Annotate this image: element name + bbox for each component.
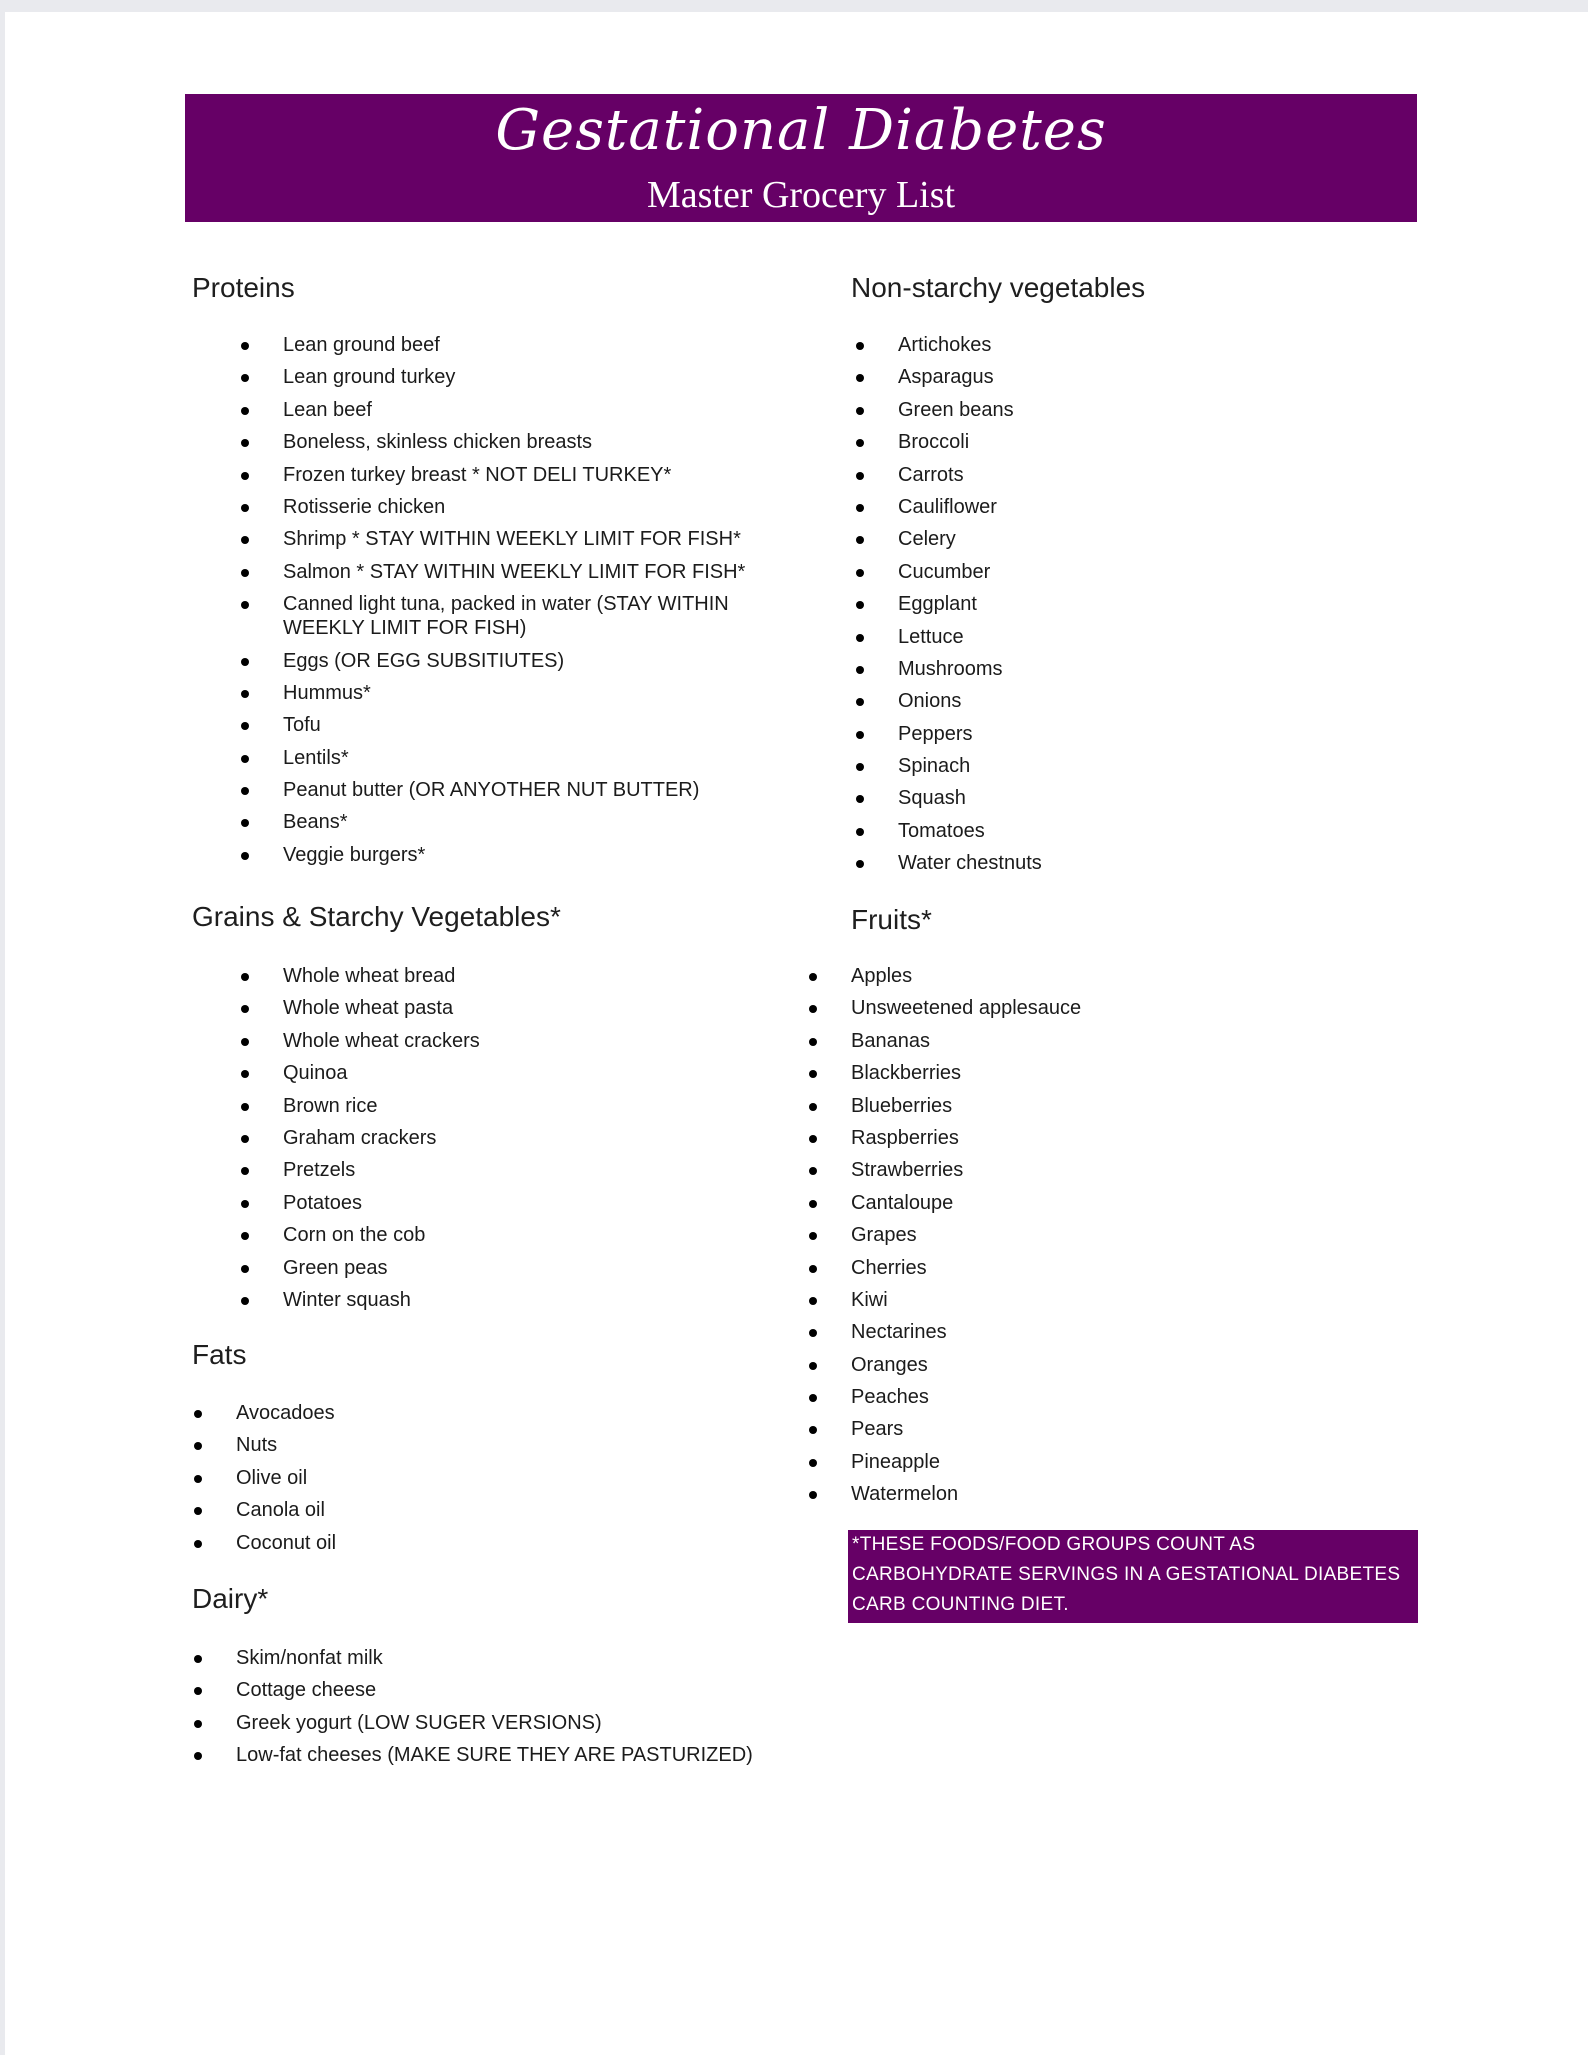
- fruits-heading: Fruits*: [851, 904, 932, 935]
- protein-item: Frozen turkey breast * NOT DELI TURKEY*: [236, 463, 776, 487]
- protein-item: Hummus*: [236, 681, 776, 705]
- vegetable-item: Onions: [851, 689, 1351, 713]
- dairy-heading: Dairy*: [192, 1583, 269, 1614]
- vegetable-item: Celery: [851, 527, 1351, 551]
- protein-item: Lean beef: [236, 398, 776, 422]
- vegetable-item: Mushrooms: [851, 657, 1351, 681]
- grain-item: Winter squash: [236, 1288, 776, 1312]
- fruit-item: Strawberries: [804, 1158, 1304, 1182]
- dairy-item: Skim/nonfat milk: [189, 1646, 809, 1670]
- fruit-item: Raspberries: [804, 1126, 1304, 1150]
- fat-item: Coconut oil: [189, 1531, 769, 1555]
- fruits-list: [804, 964, 1304, 1515]
- fruit-item: Pineapple: [804, 1450, 1304, 1474]
- grain-item: Whole wheat bread: [236, 964, 776, 988]
- fruit-item: Peaches: [804, 1385, 1304, 1409]
- vegetables-heading: Non-starchy vegetables: [851, 272, 1146, 303]
- vegetable-item: Cucumber: [851, 560, 1351, 584]
- protein-item: Veggie burgers*: [236, 843, 776, 867]
- vegetable-item: Lettuce: [851, 625, 1351, 649]
- dairy-list: [189, 1646, 809, 1776]
- fats-list: [189, 1401, 769, 1563]
- grain-item: Pretzels: [236, 1158, 776, 1182]
- protein-item: Canned light tuna, packed in water (STAY WITHIN WEEKLY LIMIT FOR FISH): [236, 592, 776, 640]
- fruit-item: Cherries: [804, 1256, 1304, 1280]
- fruit-item: Nectarines: [804, 1320, 1304, 1344]
- grain-item: Corn on the cob: [236, 1223, 776, 1247]
- grain-item: Whole wheat pasta: [236, 996, 776, 1020]
- fat-item: Canola oil: [189, 1498, 769, 1522]
- fruit-item: Kiwi: [804, 1288, 1304, 1312]
- vegetables-list: [851, 333, 1351, 884]
- fruit-item: Blackberries: [804, 1061, 1304, 1085]
- grains-list: [236, 964, 776, 1320]
- vegetable-item: Asparagus: [851, 365, 1351, 389]
- fat-item: Avocadoes: [189, 1401, 769, 1425]
- protein-item: Beans*: [236, 810, 776, 834]
- vegetable-item: Spinach: [851, 754, 1351, 778]
- carb-note: *THESE FOODS/FOOD GROUPS COUNT AS CARBOHYDRATE SERVINGS IN A GESTATIONAL DIABETES CARB COUNTING DIET.: [848, 1530, 1418, 1623]
- page-title: Gestational Diabetes: [495, 98, 1107, 163]
- fruit-item: Oranges: [804, 1353, 1304, 1377]
- grain-item: Green peas: [236, 1256, 776, 1280]
- vegetable-item: Artichokes: [851, 333, 1351, 357]
- dairy-item: Low-fat cheeses (MAKE SURE THEY ARE PASTURIZED): [189, 1743, 809, 1767]
- protein-item: Rotisserie chicken: [236, 495, 776, 519]
- protein-item: Lean ground turkey: [236, 365, 776, 389]
- dairy-item: Greek yogurt (LOW SUGER VERSIONS): [189, 1711, 809, 1735]
- vegetable-item: Carrots: [851, 463, 1351, 487]
- vegetable-item: Squash: [851, 786, 1351, 810]
- vegetable-item: Green beans: [851, 398, 1351, 422]
- protein-item: Eggs (OR EGG SUBSITIUTES): [236, 649, 776, 673]
- grains-heading: Grains & Starchy Vegetables*: [192, 901, 561, 932]
- vegetable-item: Water chestnuts: [851, 851, 1351, 875]
- fats-heading: Fats: [192, 1339, 247, 1370]
- fruit-item: Unsweetened applesauce: [804, 996, 1304, 1020]
- protein-item: Salmon * STAY WITHIN WEEKLY LIMIT FOR FISH*: [236, 560, 776, 584]
- vegetable-item: Broccoli: [851, 430, 1351, 454]
- protein-item: Peanut butter (OR ANYOTHER NUT BUTTER): [236, 778, 776, 802]
- protein-item: Boneless, skinless chicken breasts: [236, 430, 776, 454]
- fruit-item: Bananas: [804, 1029, 1304, 1053]
- proteins-heading: Proteins: [192, 272, 295, 303]
- title-banner: [185, 94, 1417, 222]
- fat-item: Olive oil: [189, 1466, 769, 1490]
- fruit-item: Blueberries: [804, 1094, 1304, 1118]
- fruit-item: Cantaloupe: [804, 1191, 1304, 1215]
- proteins-list: [236, 333, 776, 875]
- vegetable-item: Tomatoes: [851, 819, 1351, 843]
- protein-item: Tofu: [236, 713, 776, 737]
- fruit-item: Watermelon: [804, 1482, 1304, 1506]
- page-subtitle: Master Grocery List: [646, 174, 956, 216]
- fruit-item: Pears: [804, 1417, 1304, 1441]
- fruit-item: Apples: [804, 964, 1304, 988]
- protein-item: Shrimp * STAY WITHIN WEEKLY LIMIT FOR FISH*: [236, 527, 776, 551]
- fruit-item: Grapes: [804, 1223, 1304, 1247]
- grain-item: Quinoa: [236, 1061, 776, 1085]
- vegetable-item: Peppers: [851, 722, 1351, 746]
- protein-item: Lean ground beef: [236, 333, 776, 357]
- fat-item: Nuts: [189, 1433, 769, 1457]
- vegetable-item: Eggplant: [851, 592, 1351, 616]
- dairy-item: Cottage cheese: [189, 1678, 809, 1702]
- protein-item: Lentils*: [236, 746, 776, 770]
- grain-item: Whole wheat crackers: [236, 1029, 776, 1053]
- grain-item: Potatoes: [236, 1191, 776, 1215]
- grain-item: Brown rice: [236, 1094, 776, 1118]
- grain-item: Graham crackers: [236, 1126, 776, 1150]
- vegetable-item: Cauliflower: [851, 495, 1351, 519]
